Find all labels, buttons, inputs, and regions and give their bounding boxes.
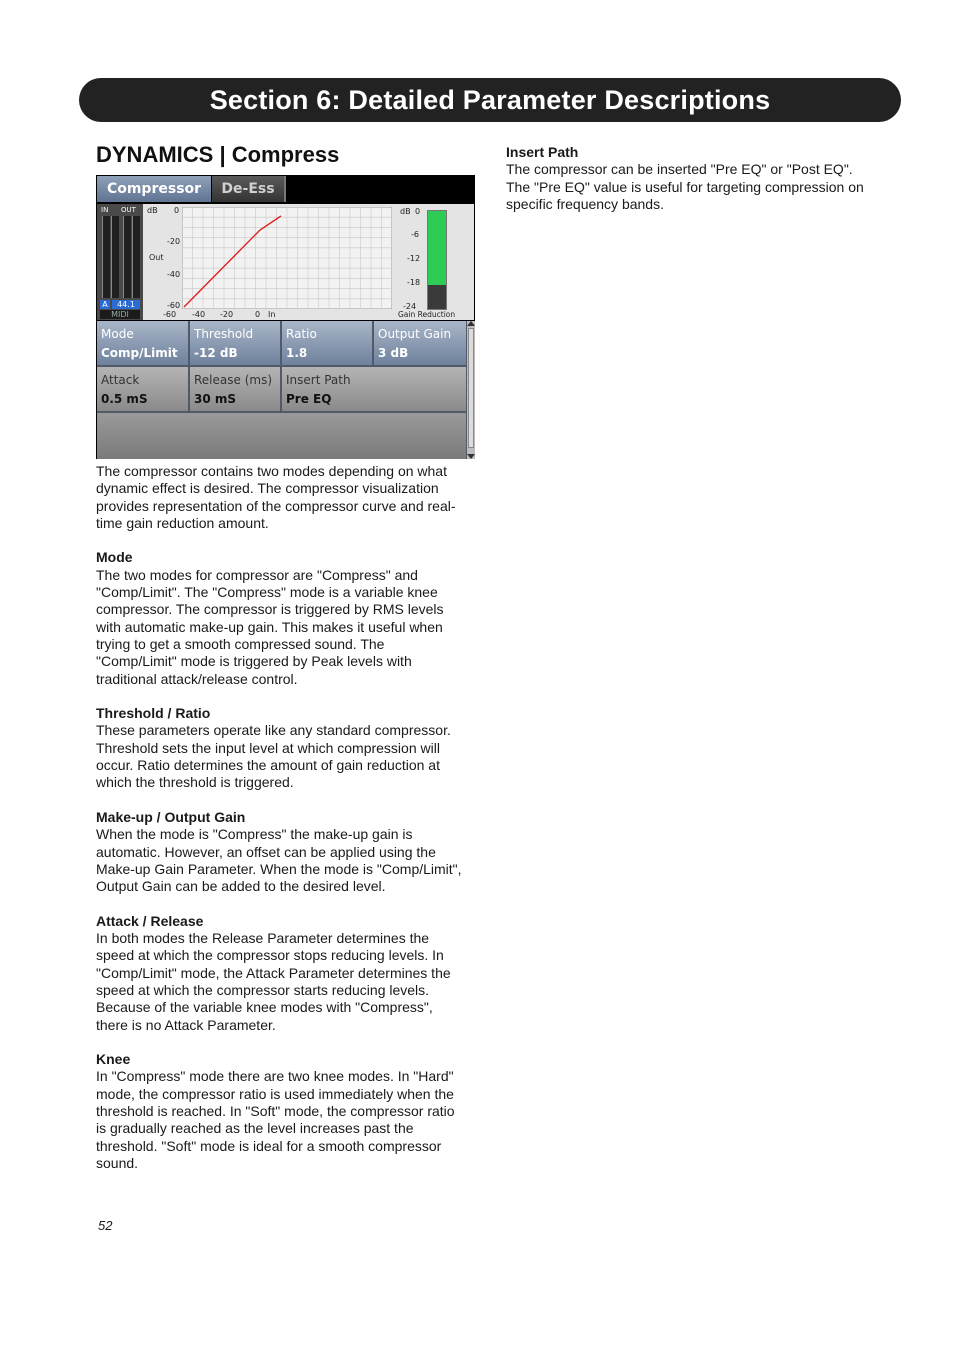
section-banner (79, 78, 901, 122)
graph-db-label: dB (147, 206, 158, 215)
knee-text-line: is gradually reached as the level increases past the (96, 1120, 414, 1137)
tab-de-ess[interactable]: De-Ess (212, 176, 286, 202)
gr-label: Gain Reduction (398, 310, 456, 319)
attack-release-text-line: "Comp/Limit" mode, the Attack Parameter determines the (96, 964, 451, 981)
output-gain-text-line: Output Gain can be added to the desired level. (96, 878, 386, 895)
graph-in-label: In (268, 310, 276, 319)
mode-text-line: traditional attack/release control. (96, 670, 298, 687)
page-heading: DYNAMICS | Compress (96, 142, 340, 167)
y-tick-60: -60 (167, 301, 181, 310)
gain-reduction-meter (397, 204, 474, 320)
param-insert-path-label: Insert Path (286, 373, 351, 387)
param-attack-label: Attack (101, 373, 140, 387)
section-title: Section 6: Detailed Parameter Descriptions (209, 84, 771, 115)
attack-release-text-line: Because of the variable knee modes with "Compress", (96, 999, 433, 1016)
param-release-value: 30 mS (194, 392, 237, 406)
midi-badge: MIDI (100, 310, 140, 319)
param-attack-value: 0.5 mS (101, 392, 148, 406)
in-meter-right (111, 216, 119, 298)
graph-out-label: Out (149, 253, 164, 262)
knee-heading: Knee (96, 1051, 131, 1068)
gr-meter-track (427, 210, 447, 310)
attack-release-text-line: speed at which the compressor stops reducing levels. In (96, 947, 444, 964)
attack-release-heading: Attack / Release (96, 912, 204, 929)
knee-text-line: threshold. "Soft" mode is ideal for a smooth compressor (96, 1137, 442, 1154)
intro-line: provides representation of the compressor curve and real- (96, 497, 456, 514)
parameter-scrollbar[interactable] (467, 321, 475, 459)
compressor-screen (96, 175, 475, 459)
param-mode-label: Mode (101, 327, 134, 341)
output-gain-text-line: Make-up Gain Parameter. When the mode is "Comp/Limit", (96, 860, 462, 877)
x-tick-0: 0 (255, 310, 261, 319)
scroll-thumb[interactable] (468, 328, 474, 448)
param-release[interactable] (190, 367, 280, 411)
param-mode[interactable] (97, 321, 188, 365)
y-tick-0: 0 (174, 206, 180, 215)
out-meter-label: OUT (121, 206, 136, 214)
mode-heading: Mode (96, 549, 133, 566)
mode-text-line: The two modes for compressor are "Compress" and (96, 566, 418, 583)
attack-release-text-line: In both modes the Release Parameter determines the (96, 930, 430, 947)
compressor-visualization (97, 204, 474, 320)
scroll-down-arrow-icon[interactable] (467, 454, 475, 459)
x-tick-40: -40 (192, 310, 206, 319)
insert-path-heading: Insert Path (506, 144, 579, 160)
parameter-panel (97, 321, 467, 459)
intro-line: The compressor contains two modes depending on what (96, 463, 447, 479)
param-insert-path[interactable] (282, 367, 466, 411)
output-gain-heading: Make-up / Output Gain (96, 808, 246, 825)
param-ratio[interactable] (282, 321, 372, 365)
mode-text-line: "Comp/Limit" mode is triggered by Peak levels with (96, 653, 412, 670)
param-threshold-value: -12 dB (194, 346, 238, 360)
sync-badge: A (100, 300, 110, 309)
attack-release-text-line: speed at which the compressor starts reducing levels. (96, 981, 430, 998)
mode-text-line: "Comp/Limit". The "Compress" mode is a variable knee (96, 584, 438, 601)
output-gain-text-line: When the mode is "Compress" the make-up gain is (96, 826, 413, 843)
mode-text-line: trying to get a smooth compressed sound. The (96, 635, 385, 652)
gr-tick-24: -24 (403, 302, 417, 311)
threshold-ratio-text-line: These parameters operate like any standard compressor. (96, 722, 451, 739)
param-release-label: Release (ms) (194, 373, 273, 387)
tab-bar (96, 175, 475, 203)
param-empty-row (97, 413, 466, 459)
intro-line: dynamic effect is desired. The compressor visualization (96, 480, 439, 497)
insert-path-text-line: specific frequency bands. (506, 195, 664, 212)
knee-text-line: In "Compress" mode there are two knee modes. In "Hard" (96, 1068, 454, 1085)
gr-tick-18: -18 (407, 278, 421, 287)
param-threshold-label: Threshold (194, 327, 254, 341)
gr-tick-12: -12 (407, 254, 421, 263)
out-meter-left (123, 216, 131, 298)
tab-compressor[interactable]: Compressor (97, 176, 211, 202)
param-output-gain-label: Output Gain (378, 327, 452, 341)
in-meter-left (102, 216, 110, 298)
knee-text-line: sound. (96, 1154, 139, 1171)
param-attack[interactable] (97, 367, 188, 411)
knee-text-line: mode, the compressor ratio is used immediately when the (96, 1085, 454, 1102)
insert-path-text-line: The compressor can be inserted "Pre EQ" or "Post EQ". (506, 161, 853, 178)
compressor-curve-graph (182, 207, 392, 309)
out-meter-right (132, 216, 140, 298)
sample-rate-badge: 44.1 (112, 300, 140, 309)
threshold-ratio-text-line: occur. Ratio determines the amount of gain reduction at (96, 757, 440, 774)
threshold-ratio-heading: Threshold / Ratio (96, 705, 211, 722)
param-output-gain-value: 3 dB (378, 346, 409, 360)
y-tick-20: -20 (167, 237, 181, 246)
gr-db-label: dB (400, 207, 411, 216)
param-ratio-value: 1.8 (286, 346, 308, 360)
x-tick-60: -60 (163, 310, 177, 319)
param-ratio-label: Ratio (286, 327, 317, 341)
mode-text-line: with automatic make-up gain. This makes it useful when (96, 618, 443, 635)
insert-path-text-line: The "Pre EQ" value is useful for targeting compression on (506, 178, 864, 195)
param-insert-path-value: Pre EQ (286, 392, 332, 406)
gr-meter-fill (428, 211, 446, 285)
threshold-ratio-text-line: Threshold sets the input level at which compression will (96, 739, 440, 756)
mode-text-line: compressor. The compressor is triggered by RMS levels (96, 601, 444, 618)
io-meters (97, 204, 143, 320)
param-output-gain[interactable] (374, 321, 466, 365)
param-threshold[interactable] (190, 321, 280, 365)
threshold-ratio-text-line: which the threshold is triggered. (96, 774, 294, 791)
x-tick-20: -20 (220, 310, 234, 319)
in-meter-label: IN (101, 206, 109, 214)
gr-tick-6: -6 (411, 230, 419, 239)
gr-tick-0: 0 (415, 207, 421, 216)
right-column-text (506, 144, 864, 213)
param-mode-value: Comp/Limit (101, 346, 178, 360)
attack-release-text-line: there is no Attack Parameter. (96, 1016, 276, 1033)
intro-line: time gain reduction amount. (96, 514, 269, 531)
page-number: 52 (98, 1218, 113, 1233)
left-column-text (96, 463, 462, 1172)
knee-text-line: threshold is reached. In "Soft" mode, the compressor ratio (96, 1102, 455, 1119)
scroll-up-arrow-icon[interactable] (467, 321, 475, 326)
y-tick-40: -40 (167, 270, 181, 279)
output-gain-text-line: automatic. However, an offset can be applied using the (96, 843, 436, 860)
